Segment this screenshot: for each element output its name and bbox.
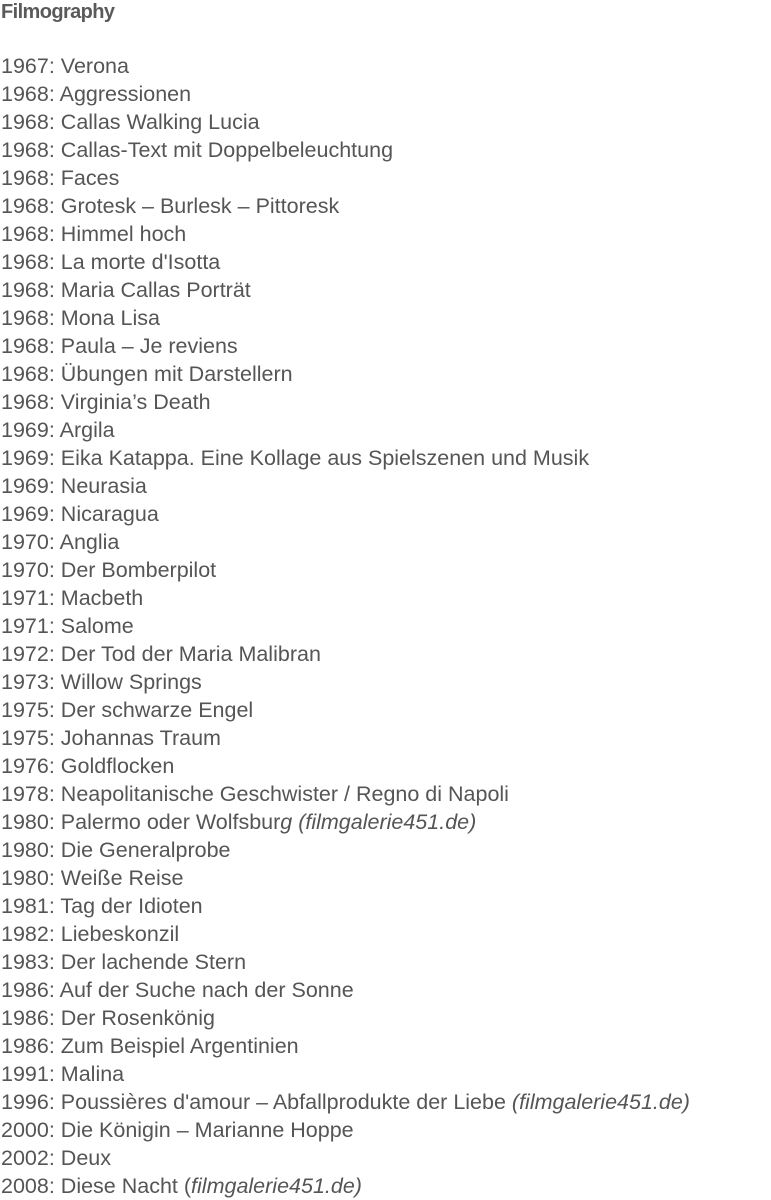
film-title: Verona xyxy=(60,54,129,78)
film-year: 1968 xyxy=(1,138,49,162)
film-entry: 1982: Liebeskonzil xyxy=(1,922,180,946)
film-source-link[interactable]: filmgalerie451.de) xyxy=(191,1174,362,1198)
film-year: 1982 xyxy=(1,922,49,946)
film-year: 1968 xyxy=(1,222,49,246)
film-entry: 1972: Der Tod der Maria Malibran xyxy=(1,642,321,666)
film-year: 1968 xyxy=(1,334,49,358)
film-year: 1967 xyxy=(1,54,49,78)
film-year: 1971 xyxy=(1,614,49,638)
film-year: 1968 xyxy=(1,82,49,106)
film-entry: 1975: Der schwarze Engel xyxy=(1,698,254,722)
film-source-link[interactable]: g (filmgalerie451.de) xyxy=(280,810,477,834)
film-title: Der Rosenkönig xyxy=(60,1006,215,1030)
film-title: Neurasia xyxy=(60,474,147,498)
filmography-list xyxy=(1,52,690,1200)
film-title: Übungen mit Darstellern xyxy=(60,362,293,386)
film-title: Deux xyxy=(60,1146,111,1170)
film-year: 1980 xyxy=(1,838,49,862)
film-title: La morte d'Isotta xyxy=(60,250,221,274)
film-entry: 1968: Maria Callas Porträt xyxy=(1,278,251,302)
film-title: Auf der Suche nach der Sonne xyxy=(59,978,354,1002)
film-entry: 1970: Anglia xyxy=(1,530,120,554)
film-year: 1975 xyxy=(1,726,49,750)
film-entry: 1968: Himmel hoch xyxy=(1,222,187,246)
film-title: Die Königin – Marianne Hoppe xyxy=(60,1118,354,1142)
film-entry: 1969: Nicaragua xyxy=(1,502,159,526)
film-year: 1969 xyxy=(1,474,49,498)
film-entry: 2000: Die Königin – Marianne Hoppe xyxy=(1,1118,354,1142)
film-year: 1973 xyxy=(1,670,49,694)
film-title: Salome xyxy=(60,614,134,638)
film-year: 1968 xyxy=(1,194,49,218)
film-year: 1968 xyxy=(1,166,49,190)
film-entry: 1968: Paula – Je reviens xyxy=(1,334,238,358)
film-title: Paula – Je reviens xyxy=(60,334,238,358)
film-title: Palermo oder Wolfsbur xyxy=(60,810,281,834)
film-year: 1991 xyxy=(1,1062,49,1086)
film-title: Malina xyxy=(60,1062,125,1086)
film-title: Aggressionen xyxy=(59,82,192,106)
film-title: Himmel hoch xyxy=(60,222,187,246)
film-title: Die Generalprobe xyxy=(60,838,231,862)
film-title: Poussières d'amour – Abfallprodukte der Liebe xyxy=(60,1090,512,1114)
film-year: 2008 xyxy=(1,1174,49,1198)
film-year: 1976 xyxy=(1,754,49,778)
filmography-heading: Filmography xyxy=(1,1,115,23)
film-title: Weiße Reise xyxy=(60,866,184,890)
film-title: Macbeth xyxy=(60,586,144,610)
film-entry: 1978: Neapolitanische Geschwister / Regno di Napoli xyxy=(1,782,509,806)
film-entry: 1973: Willow Springs xyxy=(1,670,202,694)
film-title: Liebeskonzil xyxy=(60,922,180,946)
film-year: 1968 xyxy=(1,306,49,330)
film-title: Virginia’s Death xyxy=(60,390,211,414)
film-year: 1968 xyxy=(1,278,49,302)
film-entry: 1996: Poussières d'amour – Abfallprodukte der Liebe (filmgalerie451.de) xyxy=(1,1090,690,1114)
film-title: Grotesk – Burlesk – Pittoresk xyxy=(60,194,340,218)
film-entry: 1971: Macbeth xyxy=(1,586,144,610)
film-title: Nicaragua xyxy=(60,502,159,526)
film-title: Der schwarze Engel xyxy=(60,698,254,722)
film-year: 1996 xyxy=(1,1090,49,1114)
film-title: Johannas Traum xyxy=(60,726,221,750)
film-title: Callas Walking Lucia xyxy=(60,110,260,134)
film-entry: 1968: Aggressionen xyxy=(1,82,192,106)
film-year: 1980 xyxy=(1,866,49,890)
film-title: Der Bomberpilot xyxy=(60,558,217,582)
film-year: 1983 xyxy=(1,950,49,974)
film-title: Eika Katappa. Eine Kollage aus Spielszenen und Musik xyxy=(60,446,590,470)
film-year: 1968 xyxy=(1,362,49,386)
film-entry: 1986: Der Rosenkönig xyxy=(1,1006,215,1030)
film-title: Tag der Idioten xyxy=(60,894,203,918)
film-entry: 1983: Der lachende Stern xyxy=(1,950,247,974)
film-year: 1986 xyxy=(1,1034,49,1058)
film-entry: 1968: Virginia’s Death xyxy=(1,390,211,414)
film-entry: 1970: Der Bomberpilot xyxy=(1,558,217,582)
film-entry: 1968: Callas-Text mit Doppelbeleuchtung xyxy=(1,138,394,162)
film-entry: 1986: Zum Beispiel Argentinien xyxy=(1,1034,299,1058)
film-year: 1981 xyxy=(1,894,49,918)
film-entry: 1968: Faces xyxy=(1,166,120,190)
film-year: 1980 xyxy=(1,810,49,834)
film-title: Willow Springs xyxy=(60,670,202,694)
film-entry: 1976: Goldflocken xyxy=(1,754,175,778)
film-entry: 1986: Auf der Suche nach der Sonne xyxy=(1,978,354,1002)
film-year: 1968 xyxy=(1,390,49,414)
film-title: Der lachende Stern xyxy=(60,950,247,974)
film-entry: 1980: Die Generalprobe xyxy=(1,838,231,862)
film-entry: 1967: Verona xyxy=(1,54,129,78)
film-year: 1986 xyxy=(1,978,49,1002)
film-year: 1978 xyxy=(1,782,49,806)
film-entry: 1969: Neurasia xyxy=(1,474,147,498)
film-year: 1971 xyxy=(1,586,49,610)
film-title: Diese Nacht ( xyxy=(60,1174,192,1198)
film-entry: 1991: Malina xyxy=(1,1062,125,1086)
film-title: Goldflocken xyxy=(60,754,175,778)
film-entry: 1968: La morte d'Isotta xyxy=(1,250,221,274)
film-year: 1968 xyxy=(1,110,49,134)
film-title: Neapolitanische Geschwister / Regno di Napoli xyxy=(60,782,509,806)
film-title: Der Tod der Maria Malibran xyxy=(60,642,321,666)
film-entry: 1971: Salome xyxy=(1,614,134,638)
film-entry: 1969: Argila xyxy=(1,418,115,442)
film-year: 1968 xyxy=(1,250,49,274)
film-title: Maria Callas Porträt xyxy=(60,278,251,302)
film-entry: 1981: Tag der Idioten xyxy=(1,894,203,918)
film-entry: 1968: Mona Lisa xyxy=(1,306,160,330)
film-entry: 2002: Deux xyxy=(1,1146,111,1170)
film-year: 1970 xyxy=(1,558,49,582)
film-entry: 1968: Übungen mit Darstellern xyxy=(1,362,293,386)
film-year: 1969 xyxy=(1,418,49,442)
film-title: Zum Beispiel Argentinien xyxy=(60,1034,299,1058)
film-year: 1970 xyxy=(1,530,49,554)
film-title: Callas-Text mit Doppelbeleuchtung xyxy=(60,138,394,162)
film-entry: 2008: Diese Nacht (filmgalerie451.de) xyxy=(1,1174,362,1198)
film-title: Argila xyxy=(59,418,115,442)
film-entry: 1968: Grotesk – Burlesk – Pittoresk xyxy=(1,194,340,218)
film-entry: 1980: Palermo oder Wolfsburg (filmgalerie451.de) xyxy=(1,810,477,834)
film-year: 1969 xyxy=(1,502,49,526)
film-title: Anglia xyxy=(59,530,120,554)
film-entry: 1980: Weiße Reise xyxy=(1,866,184,890)
film-title: Mona Lisa xyxy=(60,306,160,330)
film-entry: 1969: Eika Katappa. Eine Kollage aus Spielszenen und Musik xyxy=(1,446,590,470)
film-year: 1986 xyxy=(1,1006,49,1030)
film-year: 1975 xyxy=(1,698,49,722)
film-entry: 1968: Callas Walking Lucia xyxy=(1,110,260,134)
film-year: 2000 xyxy=(1,1118,49,1142)
film-year: 1969 xyxy=(1,446,49,470)
film-year: 2002 xyxy=(1,1146,49,1170)
film-entry: 1975: Johannas Traum xyxy=(1,726,221,750)
film-year: 1972 xyxy=(1,642,49,666)
film-source-link[interactable]: (filmgalerie451.de) xyxy=(511,1090,690,1114)
film-title: Faces xyxy=(60,166,120,190)
